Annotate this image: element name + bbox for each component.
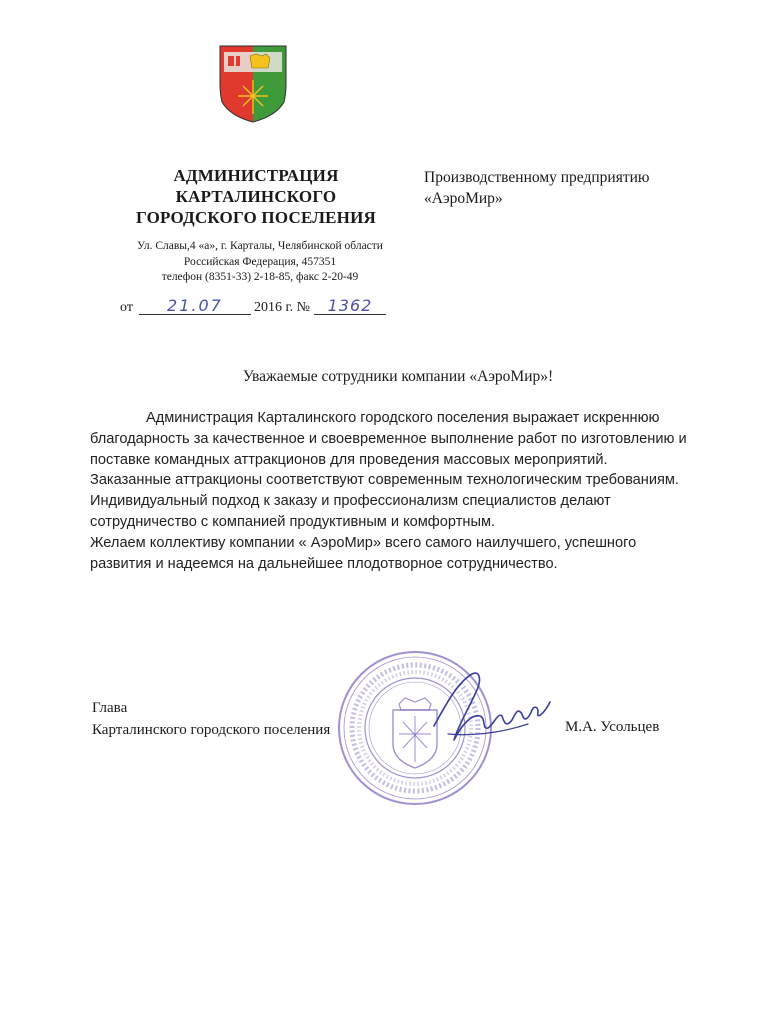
body-paragraph-3: Желаем коллективу компании « АэроМир» всего самого наилучшего, успешного развития и надеемся на дальнейшее плодотворное сотрудничество. (90, 534, 637, 572)
reference-prefix: от (120, 300, 133, 315)
sender-organization (96, 165, 416, 228)
signatory-title-line-1: Глава (92, 700, 128, 716)
handwritten-signature (428, 664, 558, 754)
recipient (424, 167, 649, 209)
greeting: Уважаемые сотрудники компании «АэроМир»! (242, 368, 554, 385)
sender-address (100, 239, 420, 286)
handwritten-number: 1362 (314, 298, 386, 315)
handwritten-date: 21.07 (139, 298, 251, 315)
body-paragraph-1: Администрация Карталинского городского поселения выражает искреннюю благодарность за качественное и своевременное выполнение работ по изготовлению и поставке командных аттракционов для проведения массовых мероприятий. (90, 410, 687, 468)
reference-line (120, 298, 386, 316)
coat-of-arms-icon (218, 44, 288, 124)
recipient-line-1: Производственному предприятию (424, 169, 650, 186)
letter-body (90, 408, 690, 574)
address-line-3: телефон (8351-33) 2-18-85, факс 2-20-49 (161, 271, 359, 283)
signatory-title-line-2: Карталинского городского поселения (92, 722, 331, 738)
address-line-2: Российская Федерация, 457351 (183, 255, 337, 268)
org-name-line-3: ГОРОДСКОГО ПОСЕЛЕНИЯ (135, 208, 377, 227)
body-paragraph-2: Заказанные аттракционы соответствуют современным технологическим требованиям. Индивидуальный подход к заказу и профессионализм специалистов делают сотрудничество с компанией продуктивным и комфортным. (90, 472, 679, 530)
address-line-1: Ул. Славы,4 «а», г. Карталы, Челябинской области (137, 240, 383, 252)
reference-year: 2016 г. № (253, 300, 310, 315)
signatory-title (92, 697, 330, 741)
signatory-name: М.А. Усольцев (565, 719, 660, 735)
org-name-line-1: АДМИНИСТРАЦИЯ (173, 166, 339, 185)
recipient-line-2: «АэроМир» (424, 190, 503, 207)
org-name-line-2: КАРТАЛИНСКОГО (175, 187, 337, 206)
